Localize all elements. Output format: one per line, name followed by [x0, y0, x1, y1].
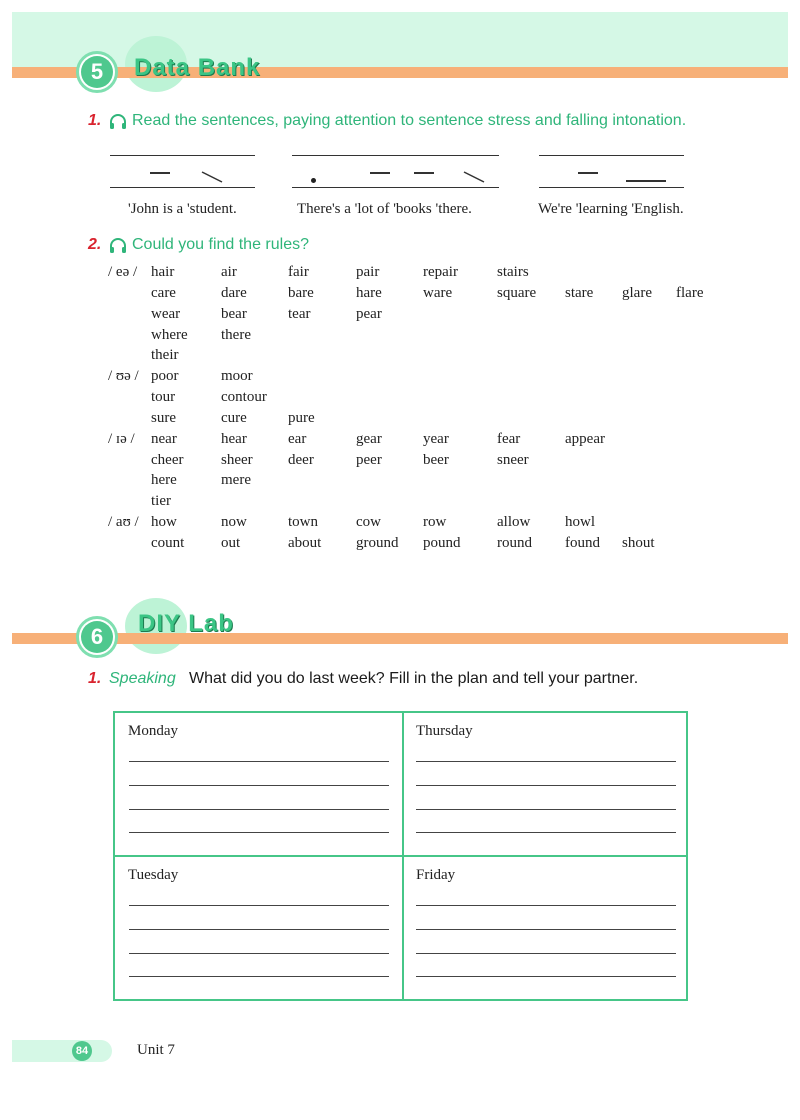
task-instruction: Could you find the rules?	[132, 236, 309, 253]
word: sneer	[497, 452, 529, 468]
word: tour	[151, 389, 176, 405]
falling-intonation-mark	[200, 170, 224, 189]
skill-label: Speaking	[109, 670, 176, 687]
stress-mark	[150, 172, 170, 174]
word: care	[151, 285, 176, 301]
word: hair	[151, 264, 175, 280]
sentence: 'John is a 'student.	[128, 201, 237, 217]
word: shout	[622, 535, 655, 551]
writing-line[interactable]	[129, 809, 389, 810]
word: howl	[565, 514, 595, 530]
word: ground	[356, 535, 399, 551]
task-number: 2.	[88, 236, 102, 253]
word: bare	[288, 285, 314, 301]
staff-line	[110, 155, 255, 156]
word: pear	[356, 306, 382, 322]
word: ware	[423, 285, 453, 301]
task-number: 1.	[88, 112, 102, 129]
word: cheer	[151, 452, 184, 468]
day-label: Friday	[416, 867, 456, 883]
task-instruction: Read the sentences, paying attention to sentence stress and falling intonation.	[132, 112, 687, 129]
word: appear	[565, 431, 605, 447]
unit-label: Unit 7	[137, 1042, 175, 1058]
word: peer	[356, 452, 382, 468]
headphone-icon	[108, 236, 128, 258]
word: repair	[423, 264, 458, 280]
day-label: Thursday	[416, 723, 473, 739]
word: row	[423, 514, 447, 530]
writing-line[interactable]	[129, 761, 389, 762]
stress-mark	[414, 172, 434, 174]
unstressed-dot	[311, 178, 316, 183]
day-label: Monday	[128, 723, 178, 739]
falling-intonation-mark	[462, 170, 486, 189]
writing-line[interactable]	[129, 905, 389, 906]
section-number: 6	[81, 621, 113, 653]
day-label: Tuesday	[128, 867, 179, 883]
plan-table	[113, 711, 688, 1001]
word: hear	[221, 431, 247, 447]
writing-line[interactable]	[129, 832, 389, 833]
word: their	[151, 347, 179, 363]
page-number: 84	[72, 1041, 92, 1061]
word: about	[288, 535, 322, 551]
section-divider	[12, 67, 788, 78]
sentence: We're 'learning 'English.	[538, 201, 684, 217]
word: near	[151, 431, 177, 447]
word: beer	[423, 452, 449, 468]
section-number: 5	[81, 56, 113, 88]
word: stare	[565, 285, 594, 301]
word: gear	[356, 431, 382, 447]
writing-line[interactable]	[416, 785, 676, 786]
word: count	[151, 535, 185, 551]
word: wear	[151, 306, 181, 322]
writing-line[interactable]	[416, 953, 676, 954]
stress-mark	[626, 180, 666, 182]
staff-line	[539, 155, 684, 156]
writing-line[interactable]	[416, 976, 676, 977]
section-title: Data Bank	[134, 54, 261, 81]
writing-line[interactable]	[129, 785, 389, 786]
word: allow	[497, 514, 531, 530]
word: moor	[221, 368, 253, 384]
word: sure	[151, 410, 176, 426]
writing-line[interactable]	[416, 761, 676, 762]
table-divider	[115, 855, 686, 857]
word: tear	[288, 306, 311, 322]
stress-mark	[370, 172, 390, 174]
footer-band	[12, 1040, 112, 1062]
task-number: 1.	[88, 670, 102, 687]
word: where	[151, 327, 188, 343]
ipa-symbol: / aʊ /	[108, 514, 139, 530]
writing-line[interactable]	[416, 832, 676, 833]
word: stairs	[497, 264, 529, 280]
word: round	[497, 535, 532, 551]
word: glare	[622, 285, 652, 301]
word: pure	[288, 410, 315, 426]
word: here	[151, 472, 177, 488]
word: deer	[288, 452, 314, 468]
ipa-symbol: / ɪə /	[108, 431, 135, 447]
word: poor	[151, 368, 179, 384]
staff-line	[292, 155, 499, 156]
section-divider	[12, 633, 788, 644]
word: sheer	[221, 452, 253, 468]
word: air	[221, 264, 237, 280]
section-title: DIY Lab	[138, 610, 234, 637]
ipa-symbol: / ʊə /	[108, 368, 139, 384]
writing-line[interactable]	[416, 905, 676, 906]
word: pound	[423, 535, 461, 551]
staff-line	[110, 187, 255, 188]
word: cow	[356, 514, 381, 530]
word: mere	[221, 472, 251, 488]
writing-line[interactable]	[129, 953, 389, 954]
word: found	[565, 535, 600, 551]
headphone-icon	[108, 112, 128, 134]
word: year	[423, 431, 449, 447]
ipa-symbol: / eə /	[108, 264, 138, 280]
word: pair	[356, 264, 380, 280]
word: dare	[221, 285, 247, 301]
word: cure	[221, 410, 247, 426]
staff-line	[539, 187, 684, 188]
sentence: There's a 'lot of 'books 'there.	[297, 201, 472, 217]
word: bear	[221, 306, 247, 322]
word: now	[221, 514, 247, 530]
word: contour	[221, 389, 267, 405]
writing-line[interactable]	[129, 929, 389, 930]
word: fear	[497, 431, 521, 447]
word: there	[221, 327, 251, 343]
word: out	[221, 535, 241, 551]
writing-line[interactable]	[416, 929, 676, 930]
word: town	[288, 514, 318, 530]
task-instruction: What did you do last week? Fill in the plan and tell your partner.	[189, 670, 639, 687]
word: ear	[288, 431, 307, 447]
word: how	[151, 514, 177, 530]
writing-line[interactable]	[416, 809, 676, 810]
stress-mark	[578, 172, 598, 174]
word: hare	[356, 285, 382, 301]
writing-line[interactable]	[129, 976, 389, 977]
word: square	[497, 285, 537, 301]
word: flare	[676, 285, 704, 301]
word: fair	[288, 264, 309, 280]
word: tier	[151, 493, 171, 509]
